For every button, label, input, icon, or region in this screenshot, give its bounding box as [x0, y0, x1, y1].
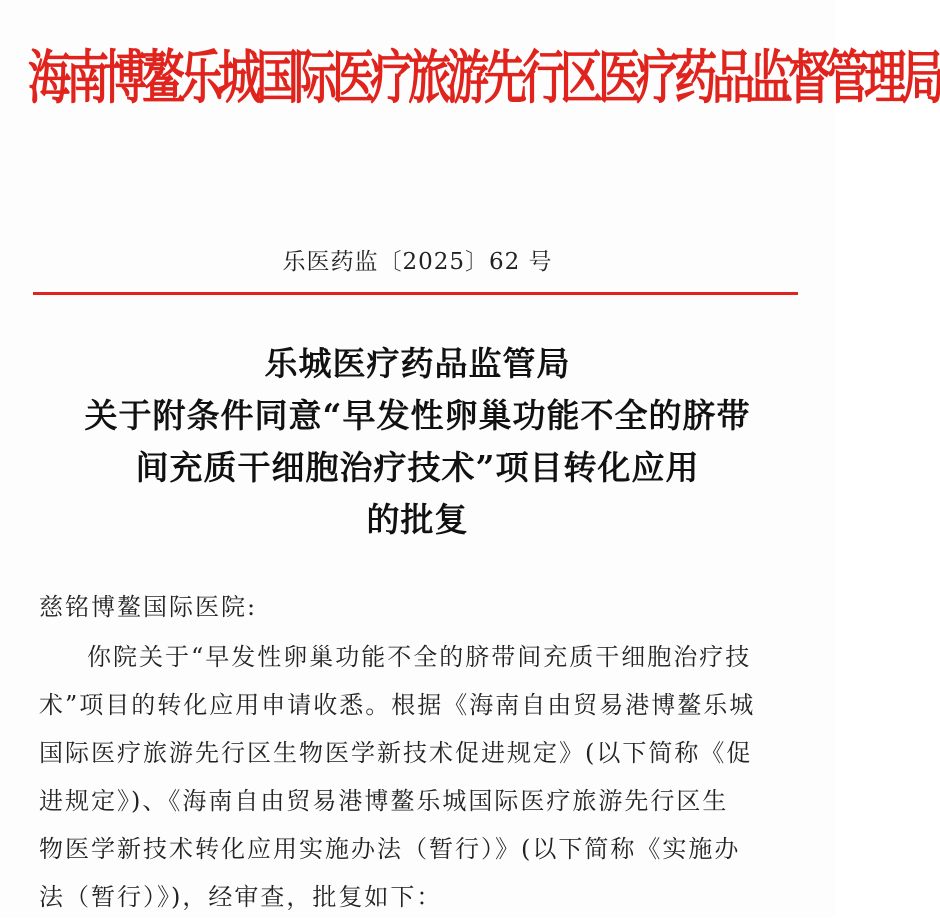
body-paragraph: [39, 633, 799, 921]
document-number: 乐医药监〔2025〕62 号: [282, 249, 553, 275]
title-line: 的批复: [366, 500, 469, 539]
title-line: 间充质干细胞治疗技术”项目转化应用: [135, 448, 700, 487]
body-line: 进规定》)、《海南自由贸易港博鳌乐城国际医疗旅游先行区生: [39, 787, 729, 815]
body-line: 国际医疗旅游先行区生物医学新技术促进规定》(以下简称《促: [39, 739, 753, 767]
title-line: 关于附条件同意“早发性卵巢功能不全的脐带: [84, 396, 751, 435]
body-line: 术”项目的转化应用申请收悉。根据《海南自由贸易港博鳌乐城: [39, 691, 756, 719]
body-line: 你院关于“早发性卵巢功能不全的脐带间充质干细胞治疗技: [87, 643, 752, 671]
document-title: [0, 338, 835, 546]
red-divider-line: [33, 292, 798, 295]
agency-masthead: 海南博鳌乐城国际医疗旅游先行区医疗药品监督管理局: [28, 44, 940, 113]
body-line: 法（暂行）》)，经审查，批复如下：: [39, 883, 443, 911]
body-line: 物医学新技术转化应用实施办法（暂行）》(以下简称《实施办: [39, 835, 741, 863]
addressee: 慈铭博鳌国际医院:: [39, 593, 258, 621]
title-line: 乐城医疗药品监管局: [264, 344, 571, 383]
